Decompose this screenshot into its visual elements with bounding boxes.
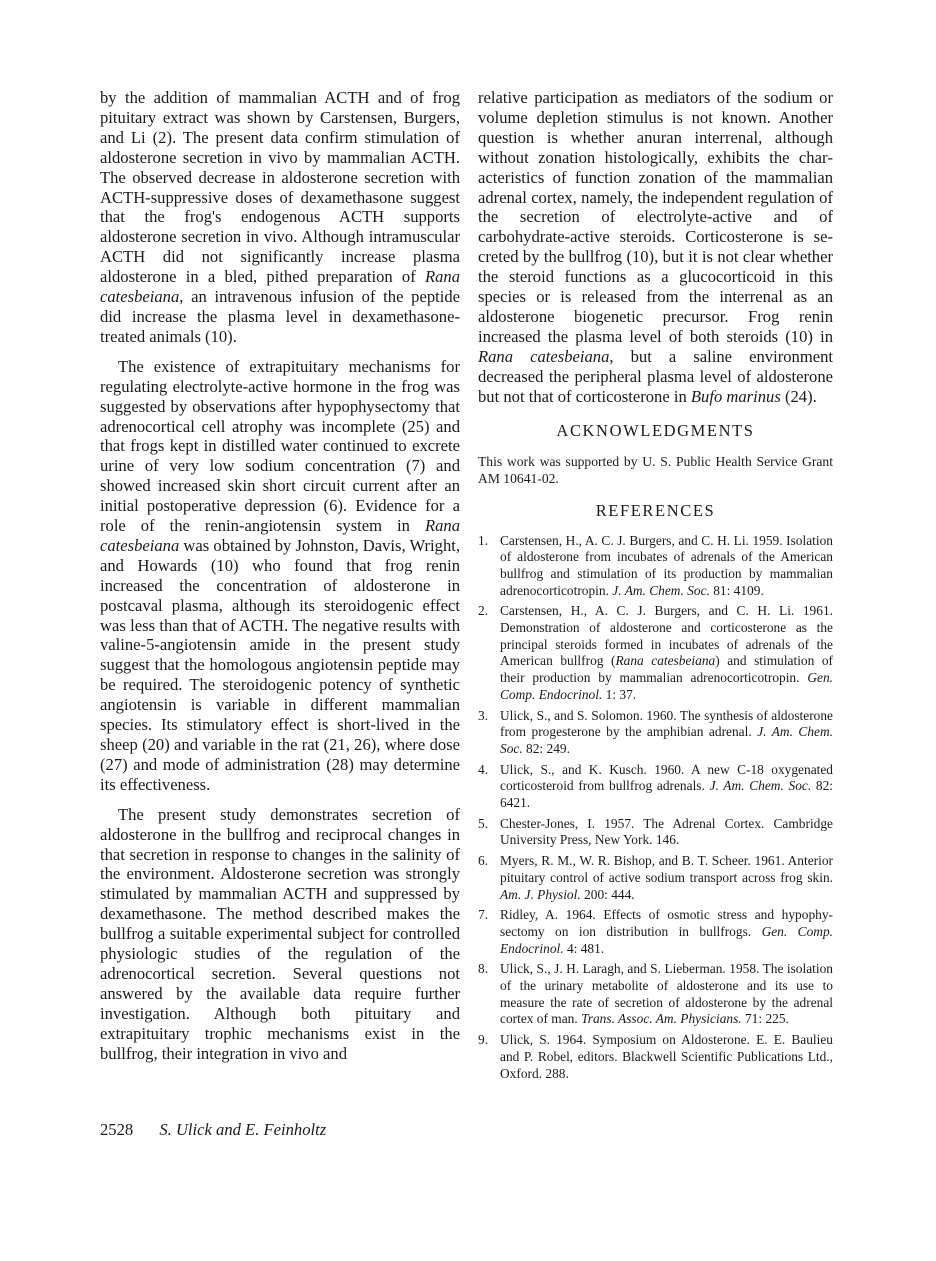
italic-term: J. Am. Chem. Soc. — [709, 778, 812, 794]
italic-term: Rana catesbeiana — [478, 346, 610, 366]
page-footer — [100, 1120, 326, 1140]
right-column — [478, 88, 833, 1086]
page-number: 2528 — [100, 1120, 134, 1139]
italic-term: Bufo marinus — [690, 386, 781, 406]
reference-item: 2. Carstensen, H., A. C. J. Burgers, and C. H. Li. 1961. Demonstration of aldosterone and corticosterone as the principal steroids formed in incubates of adrenals of the American bullfrog (Rana catesbeiana) and stimulation of their production by mammalian adrenocorticotropin. Gen. Comp. Endocrinol. 1: 37. — [478, 603, 834, 702]
italic-term: J. Am. Chem. Soc. — [500, 724, 834, 756]
reference-item: 1. Carstensen, H., A. C. J. Burgers, and C. H. Li. 1959. Isolation of aldosterone from incubates of adrenals of the American bullfrog and stimulation of its production by mammalian adrenocorticotropin. J. Am. Chem. Soc. 81: 4109. — [478, 532, 833, 598]
reference-item: 7. Ridley, A. 1964. Effects of osmotic stress and hypophysectomy on ion distribution in bullfrogs. Gen. Comp. Endocrinol. 4: 481. — [478, 907, 833, 956]
body-paragraph: The present study demonstrates secretion of aldosterone in the bullfrog and reciprocal changes in that secretion in response to changes in the salinity of the environment. Aldosterone secretion was strongly stimulated by mammalian ACTH and suppressed by dexamethasone. The method described makes the bullfrog a suitable experimental subject for controlled physiologic studies of the regulation of the adrenocortical secretion. Several questions not answered by the available data require further investigation. Although both pituitary and extrapituitary trophic mechanisms exist in the bullfrog, their integration in vivo and — [100, 804, 460, 1063]
reference-item: 8. Ulick, S., J. H. Laragh, and S. Lieberman. 1958. The isolation of the urinary metabolite of aldosterone and its use to measure the rate of secretion of aldosterone by the adrenal cortex of man. Trans. Assoc. Am. Physicians. 71: 225. — [478, 961, 833, 1027]
reference-item: 9. Ulick, S. 1964. Symposium on Aldosterone. E. E. Baulieu and P. Robel, editors. Blackwell Scientific Publications Ltd., Oxford. 288. — [478, 1032, 833, 1081]
italic-term: Trans. Assoc. Am. Physicians. — [581, 1011, 742, 1027]
references-list — [478, 533, 833, 1083]
italic-term: Gen. Comp. Endocrinol. — [500, 923, 833, 956]
body-paragraph: The existence of extrapituitary mechanisms for regulating electrolyte-active hormone in the frog was suggested by observations after hypophysectomy that adrenocortical cell atrophy was incomplete (25) and that frogs kept in distilled water continued to excrete urine of very low sodium concentration (7) and showed increased skin short circuit current after an initial postoperative depression (6). Evidence for a role of the renin-angiotensin system in Rana catesbeiana was obtained by Johnston, Davis, Wright, and Howards (10) who found that frog renin increased the concentration of aldosterone in postcaval plasma, although its steroidogenic effect was less than that of ACTH. The negative results with valine-5-angiotensin amide in the present study suggest that the homologous angiotensin peptide may be required. The steroidogenic potency of synthetic angiotensin is variable in different mammalian species. Its stimulatory effect is short-lived in the sheep (20) and variable in the rat (21, 26), where dose (27) and mode of administration (28) may determine its effectiveness. — [100, 356, 460, 794]
references-heading: REFERENCES — [595, 500, 716, 520]
left-column — [100, 88, 460, 1074]
reference-item: 4. Ulick, S., and K. Kusch. 1960. A new C-18 oxygenated corticosteroid from bullfrog adrenals. J. Am. Chem. Soc. 82: 6421. — [478, 761, 833, 811]
running-authors: S. Ulick and E. Feinholtz — [159, 1120, 327, 1139]
acknowledgments-heading: ACKNOWLEDGMENTS — [556, 420, 755, 440]
body-paragraph: by the addition of mammalian ACTH and of frog pituitary extract was shown by Carstensen, Burgers, and Li (2). The present data confirm stimulation of aldosterone secretion in vivo by mammalian ACTH. The observed decrease in aldosterone secretion with ACTH-suppressive doses of dexamethasone suggest that the frog's endogenous ACTH supports aldosterone secretion in vivo. Although intramuscular ACTH did not significantly increase plasma aldosterone in a bled, pithed preparation of Rana catesbeiana, an intravenous infusion of the peptide did increase the plasma level in dexamethasone-treated animals (10). — [100, 88, 460, 346]
italic-term: Rana catesbeiana — [100, 516, 460, 555]
italic-term: Rana catesbeiana — [100, 267, 460, 307]
body-paragraph: relative participation as mediators of the sodium or volume depletion stimulus is not known. Another question is whether anuran interrenal, although without zonation histologically, exhibits the characteristics of function zonation of the mammalian adrenal cortex, namely, the independent regulation of the secretion of electrolyte-active and of carbohydrate-active steroids. Corticosterone is secreted by the bullfrog (10), but it is not clear whether the steroid functions as a glucocorticoid in this species or is released from the interrenal as an aldosterone biogenetic precursor. Frog renin increased the plasma level of both steroids (10) in Rana catesbeiana, but a saline environment decreased the peripheral plasma level of aldosterone but not that of corticosterone in Bufo marinus (24). — [478, 88, 833, 406]
reference-item: 6. Myers, R. M., W. R. Bishop, and B. T. Scheer. 1961. Anterior pituitary control of active sodium transport across frog skin. Am. J. Physiol. 200: 444. — [478, 853, 833, 902]
acknowledgments-text: This work was supported by U. S. Public Health Service Grant AM 10641-02. — [478, 453, 833, 486]
reference-item: 3. Ulick, S., and S. Solomon. 1960. The synthesis of aldosterone from progesterone by the amphibian adrenal. J. Am. Chem. Soc. 82: 249. — [478, 707, 834, 756]
reference-item: 5. Chester-Jones, I. 1957. The Adrenal Cortex. Cambridge University Press, New York. 146. — [478, 815, 833, 848]
italic-term: Rana catesbeiana — [615, 653, 716, 669]
italic-term: J. Am. Chem. Soc. — [612, 582, 710, 598]
italic-term: Am. J. Physiol. — [500, 886, 581, 902]
italic-term: Gen. Comp. Endocrinol. — [500, 670, 833, 702]
